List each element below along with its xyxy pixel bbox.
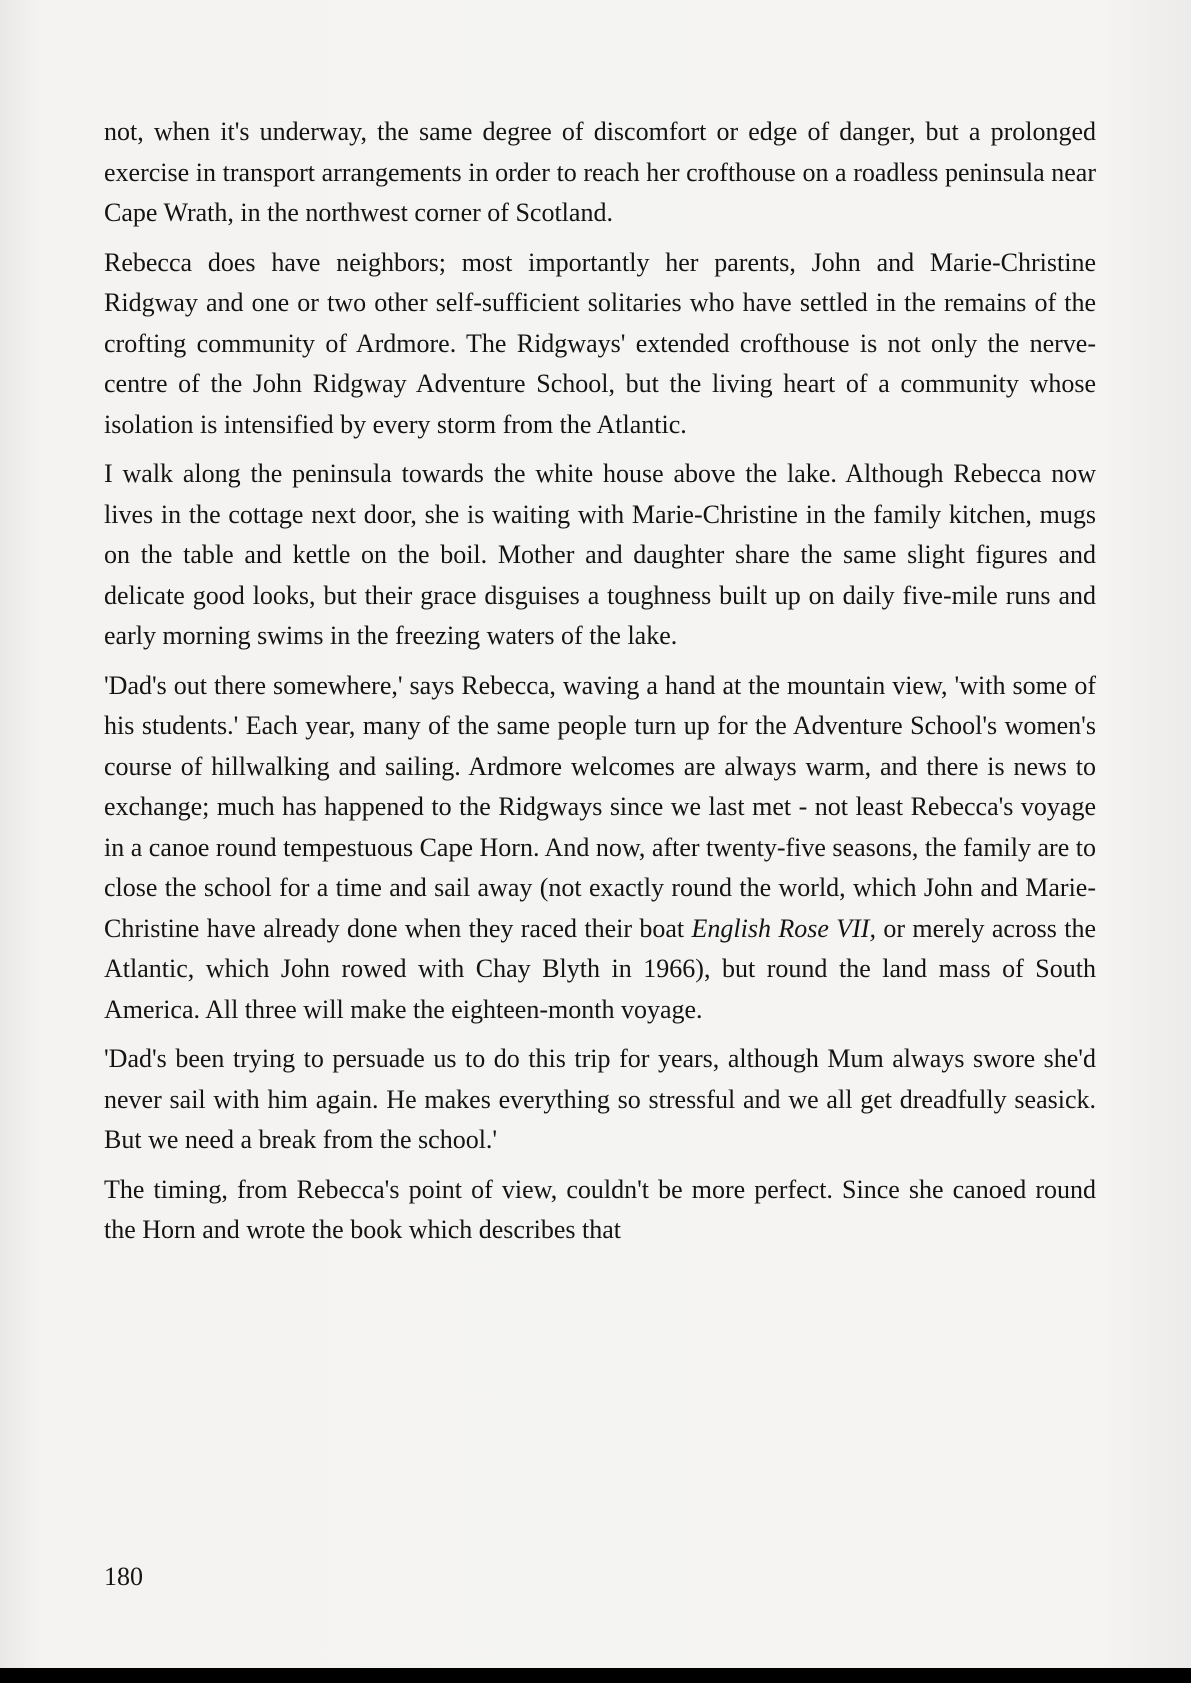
paragraph-1: not, when it's underway, the same degree of discomfort or edge of danger, but a prolonged exercise in transport arrangements in order to reach her crofthouse on a roadless peninsula near Cape Wrath, in the northwest corner of Scotland. <box>104 117 1096 227</box>
paragraph-2: Rebecca does have neighbors; most importantly her parents, John and Marie-Christine Ridgway and one or two other self-sufficient solitaries who have settled in the remains of the crofting community of Ardmore. The Ridgways' extended crofthouse is not only the nerve-centre of the John Ridgway Adventure School, but the living heart of a community whose isolation is intensified by every storm from the Atlantic. <box>104 247 1096 439</box>
paragraph-4-text-start: 'Dad's out there somewhere,' says Rebecca, waving a hand at the mountain view, 'with some of his students.' Each year, many of the same people turn up for the Adventure School's women's course of hillwalking and sailing. Ardmore welcomes are always warm, and there is news to exchange; much has happened to the Ridgways since we last met - not least Rebecca's voyage in a canoe round tempestuous Cape Horn. And now, after twenty-five seasons, the family are to close the school for a time and sail away (not exactly round the world, which John and Marie-Christine have already done when they raced their boat <box>104 670 1096 943</box>
paragraph-5: 'Dad's been trying to persuade us to do this trip for years, although Mum always swore she'd never sail with him again. He makes everything so stressful and we all get dreadfully seasick. But we need a break from the school.' <box>104 1044 1096 1154</box>
scan-bottom-border <box>0 1668 1191 1683</box>
page-number: 180 <box>104 1562 143 1591</box>
paragraph-4 <box>104 666 1096 1031</box>
boat-name-italic: English Rose VII, <box>691 913 876 943</box>
paragraph-3: I walk along the peninsula towards the white house above the lake. Although Rebecca now lives in the cottage next door, she is waiting with Marie-Christine in the family kitchen, mugs on the table and kettle on the boil. Mother and daughter share the same slight figures and delicate good looks, but their grace disguises a toughness built up on daily five-mile runs and early morning swims in the freezing waters of the lake. <box>104 459 1096 650</box>
body-text <box>104 112 1096 1260</box>
paragraph-4-text-end: or merely across the Atlantic, which John rowed with Chay Blyth in 1966), but round the land mass of South America. All three will make the eighteen-month voyage. <box>104 913 1097 1024</box>
paragraph-6: The timing, from Rebecca's point of view, couldn't be more perfect. Since she canoed round the Horn and wrote the book which describes that <box>104 1174 1096 1244</box>
